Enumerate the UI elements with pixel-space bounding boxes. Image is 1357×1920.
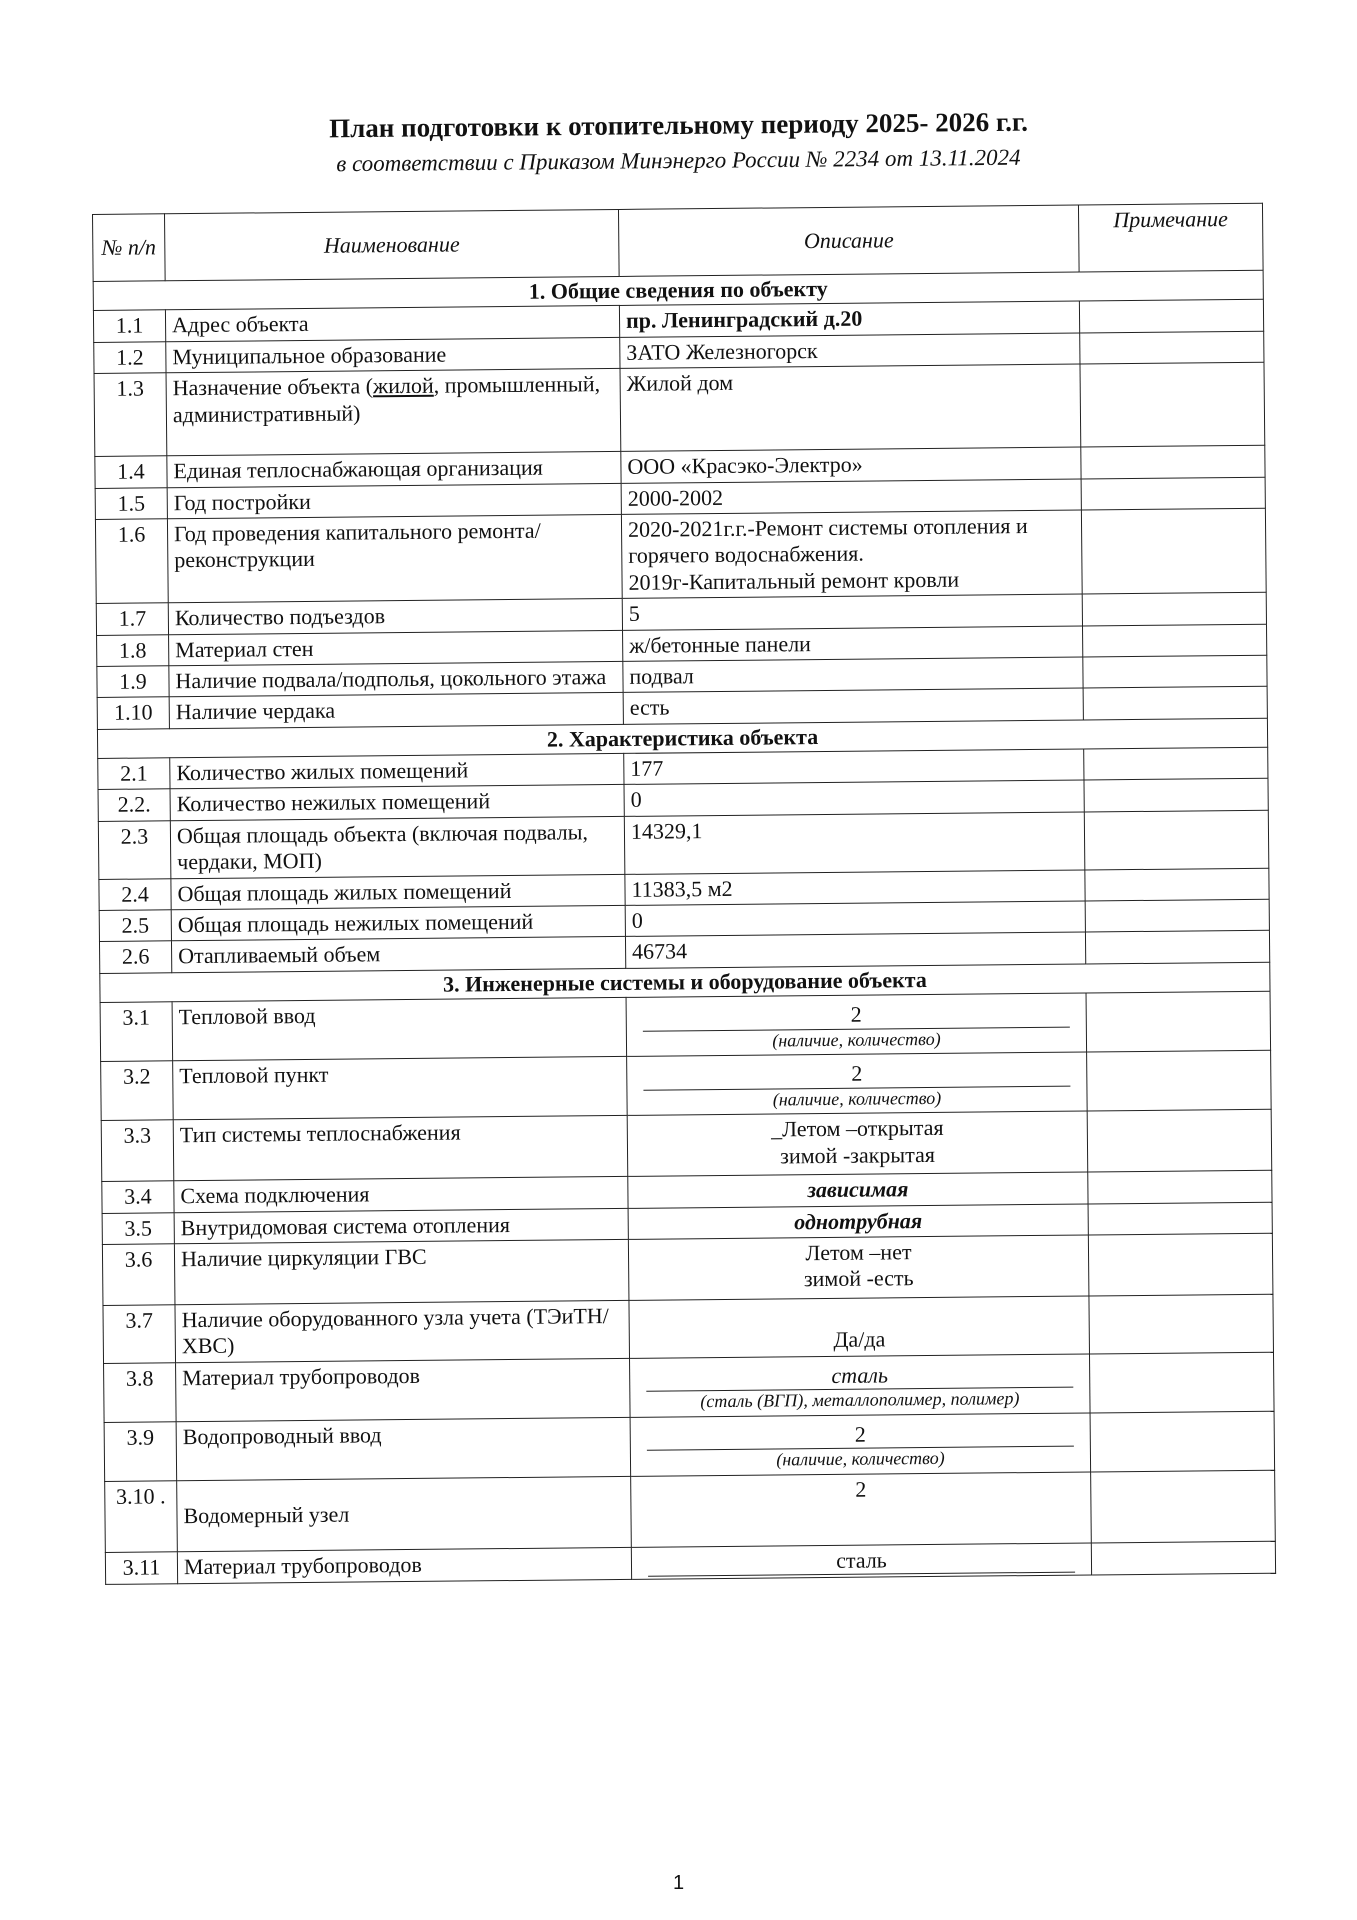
row-num: 1.5 (95, 487, 167, 519)
row-note (1088, 1202, 1272, 1235)
row-num: 3.8 (104, 1363, 177, 1423)
row-name: Тип системы теплоснабжения (173, 1116, 628, 1181)
row-note (1082, 624, 1266, 657)
row-name: Материал трубопроводов (177, 1547, 631, 1584)
row-desc (628, 1235, 1089, 1300)
row-note (1084, 747, 1268, 780)
row-note (1081, 508, 1266, 594)
row-desc: ЗАТО Железногорск (620, 333, 1080, 369)
section-title: 2. Характеристика объекта (97, 718, 1267, 759)
fill-line-value: 2 (643, 1059, 1070, 1090)
row-note (1079, 300, 1263, 333)
row-desc-line: 2020-2021г.г.-Ремонт системы отопления и горячего водоснабжения. (627, 512, 1028, 569)
row-desc (631, 1543, 1091, 1580)
row-desc-line: 2019г-Капитальный ремонт кровли (628, 566, 960, 595)
row-note (1089, 1352, 1274, 1413)
row-desc-line: Летом –нет (805, 1239, 912, 1266)
row-num: 3.10 . (105, 1481, 178, 1553)
table-row (102, 1233, 1273, 1305)
row-name: Схема подключения (174, 1177, 628, 1213)
row-num: 1.3 (94, 373, 167, 457)
row-num: 2.2. (98, 789, 170, 821)
col-header-num: № п/п (93, 214, 166, 282)
document-title: План подготовки к отопительному периоду 2025- 2026 г.г. (328, 106, 1029, 144)
row-name: Наличие подвала/подполья, цокольного этажа (169, 661, 623, 697)
row-note (1084, 810, 1269, 870)
row-name: Материал трубопроводов (176, 1358, 631, 1421)
fill-line-value: сталь (648, 1545, 1075, 1576)
row-desc-line: _Летом –открытая (770, 1115, 944, 1142)
row-name: Тепловой ввод (172, 998, 627, 1061)
row-name: Наличие оборудованного узла учета (ТЭиТН/ХВС) (175, 1300, 630, 1362)
row-num: 1.7 (96, 603, 168, 635)
row-note (1090, 1411, 1275, 1472)
row-name: Общая площадь жилых помещений (171, 874, 625, 910)
row-note (1085, 931, 1269, 964)
row-num: 3.7 (103, 1305, 176, 1363)
row-desc: однотрубная (628, 1204, 1088, 1240)
document-subtitle: в соответствии с Приказом Минэнерго России № 2234 от 13.11.2024 (336, 144, 1021, 177)
row-desc: ж/бетонные панели (623, 626, 1083, 662)
fill-line-value: сталь (646, 1360, 1073, 1391)
table-row (95, 508, 1266, 603)
row-desc: есть (623, 688, 1083, 724)
row-desc (627, 1052, 1088, 1115)
row-name-part: , промышленный, административный) (172, 371, 601, 427)
row-desc (626, 993, 1087, 1056)
row-num: 1.2 (94, 342, 166, 374)
row-desc: 2000-2002 (621, 479, 1081, 515)
row-name: Общая площадь нежилых помещений (171, 905, 625, 941)
row-desc-line: зимой -закрытая (780, 1141, 936, 1169)
row-num: 3.5 (102, 1212, 174, 1244)
row-desc-line: зимой -есть (803, 1265, 914, 1292)
row-num: 3.6 (102, 1244, 175, 1306)
row-num: 1.10 (97, 697, 169, 729)
table-row (101, 1109, 1272, 1181)
row-note (1083, 655, 1267, 688)
row-desc: подвал (623, 657, 1083, 693)
row-note (1088, 1233, 1273, 1296)
row-num: 2.6 (99, 941, 171, 973)
fill-line-value: 2 (647, 1419, 1074, 1450)
row-name: Количество подъездов (168, 599, 622, 635)
row-num: 1.9 (97, 666, 169, 698)
row-desc (630, 1413, 1091, 1476)
row-name: Тепловой пункт (173, 1057, 628, 1120)
row-num: 2.4 (99, 878, 171, 910)
row-note (1087, 1050, 1272, 1111)
row-num: 3.3 (101, 1120, 174, 1182)
row-note (1080, 331, 1264, 364)
table-header-row (93, 203, 1264, 281)
row-name: Адрес объекта (165, 306, 619, 342)
row-num: 3.2 (101, 1061, 174, 1121)
row-desc: 0 (624, 780, 1084, 816)
row-num: 2.5 (99, 910, 171, 942)
row-name: Внутридомовая система отопления (174, 1208, 628, 1244)
fill-line-value: 2 (643, 1000, 1070, 1031)
row-name: Муниципальное образование (166, 337, 620, 373)
fill-hint: (наличие, количество) (776, 1448, 945, 1470)
row-desc: 2 (631, 1472, 1092, 1547)
row-note (1080, 362, 1265, 447)
row-desc: 14329,1 (624, 812, 1085, 874)
row-desc: пр. Ленинградский д.20 (619, 301, 1079, 337)
row-desc: 177 (624, 749, 1084, 785)
row-name: Водомерный узел (177, 1476, 632, 1551)
row-num: 1.4 (95, 456, 167, 488)
row-desc (627, 1111, 1088, 1176)
row-note (1085, 899, 1269, 932)
row-name-part: Назначение объекта ( (172, 373, 374, 401)
table-row (105, 1470, 1276, 1552)
row-name: Количество жилых помещений (170, 753, 624, 789)
section-title: 3. Инженерные системы и оборудование объекта (100, 962, 1270, 1003)
col-header-name: Наименование (165, 209, 620, 280)
row-name: Количество нежилых помещений (170, 785, 624, 821)
row-name: Единая теплоснабжающая организация (167, 452, 621, 488)
row-name (166, 369, 621, 456)
row-note (1084, 779, 1268, 812)
row-name: Материал стен (169, 630, 623, 666)
row-name-underlined: жилой (372, 372, 434, 399)
row-note (1085, 868, 1269, 901)
row-note (1083, 687, 1267, 720)
row-desc: 5 (622, 594, 1082, 630)
row-desc (630, 1354, 1091, 1417)
plan-table-wrap (92, 203, 1275, 1585)
row-name: Год постройки (167, 483, 621, 519)
row-num: 3.1 (100, 1002, 173, 1062)
row-desc (621, 510, 1082, 599)
row-note (1082, 592, 1266, 625)
row-name: Водопроводный ввод (176, 1417, 631, 1480)
table-row (94, 362, 1265, 456)
row-num: 3.9 (104, 1422, 177, 1482)
row-name: Общая площадь объекта (включая подвалы, чердаки, МОП) (170, 816, 625, 878)
row-name: Наличие чердака (169, 693, 623, 729)
row-desc: Жилой дом (620, 364, 1081, 451)
row-note (1088, 1170, 1272, 1203)
row-note (1081, 445, 1265, 478)
col-header-note: Примечание (1078, 203, 1263, 272)
row-note (1087, 1109, 1272, 1172)
row-desc: 46734 (625, 932, 1085, 968)
plan-table (92, 203, 1276, 1585)
row-desc: 0 (625, 901, 1085, 937)
row-num: 1.8 (97, 634, 169, 666)
section-title: 1. Общие сведения по объекту (93, 270, 1263, 311)
row-note (1091, 1541, 1275, 1575)
row-note (1081, 477, 1265, 510)
row-note (1089, 1294, 1274, 1354)
row-desc (629, 1296, 1090, 1358)
row-num: 1.1 (93, 310, 165, 342)
row-note (1091, 1470, 1276, 1543)
fill-hint: (наличие, количество) (772, 1087, 942, 1110)
row-note (1086, 991, 1271, 1052)
fill-hint: (наличие, количество) (772, 1028, 941, 1051)
page-number: 1 (672, 1872, 685, 1894)
row-desc: ООО «Красэко-Электро» (621, 447, 1081, 483)
row-name: Наличие циркуляции ГВС (174, 1239, 629, 1304)
row-num: 3.4 (102, 1181, 174, 1213)
fill-hint: (сталь (ВГП), металлополимер, полимер) (700, 1388, 1020, 1412)
row-num: 2.1 (98, 758, 170, 790)
row-desc-value: Да/да (833, 1326, 886, 1353)
row-name: Год проведения капитального ремонта/реконструкции (167, 514, 622, 603)
row-num: 1.6 (95, 519, 168, 604)
row-desc: зависимая (628, 1172, 1088, 1208)
row-desc: 11383,5 м2 (625, 870, 1085, 906)
row-num: 2.3 (98, 821, 171, 879)
row-num: 3.11 (105, 1552, 177, 1585)
col-header-desc: Описание (618, 205, 1079, 276)
row-name: Отапливаемый объем (171, 937, 625, 973)
